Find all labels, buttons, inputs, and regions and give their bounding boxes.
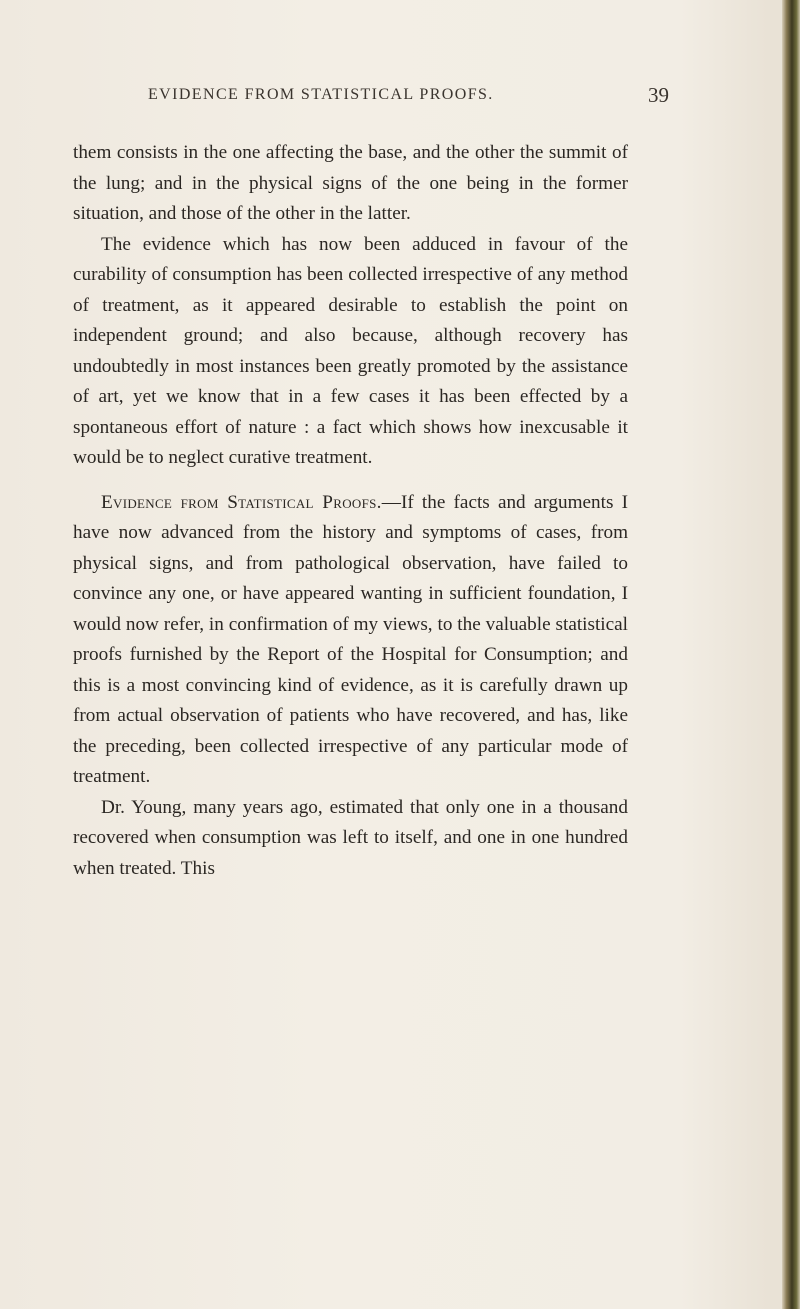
page-number: 39 — [648, 83, 669, 107]
section-heading: Evidence from Statistical Proofs. — [101, 491, 382, 513]
paragraph-curability: The evidence which has now been adduced in favour of the curability of consumption has been collected irrespective of any method of treatment, as it appeared desirable to establish the point on independent ground; and also because, although recovery has undoubtedly in most instances been greatly promoted by the assistance of art, yet we know that in a few cases it has been effected by a spontaneous effort of nature : a fact which shows how inexcusable it would be to neglect curative treatment. — [73, 233, 628, 468]
page-edge-binding — [782, 0, 800, 1309]
paragraph-statistical-proofs-text: —If the facts and arguments I have now advanced from the history and symptoms of cases, from physical signs, and from pathological observation, have failed to convince any one, or have appeared wanting in sufficient foundation, I would now refer, in confirmation of my views, to the valuable statistical proofs furnished by the Report of the Hospital for Consumption; and this is a most convincing kind of evidence, as it is carefully drawn up from actual observation of patients who have recovered, and has, like the preceding, been collected irrespective of any particular mode of treatment. — [73, 491, 628, 787]
paragraph-statistical-proofs — [73, 488, 628, 793]
paragraph-continuation: them consists in the one affecting the base, and the other the summit of the lung; and in the physical signs of the one being in the former situation, and those of the other in the latter. — [73, 142, 628, 224]
paragraph-dr-young: Dr. Young, many years ago, estimated that only one in a thousand recovered when consumption was left to itself, and one in one hundred when treated. This — [73, 796, 628, 879]
page-header — [60, 83, 760, 112]
running-head: EVIDENCE FROM STATISTICAL PROOFS. — [148, 86, 494, 103]
body-text — [73, 138, 628, 884]
